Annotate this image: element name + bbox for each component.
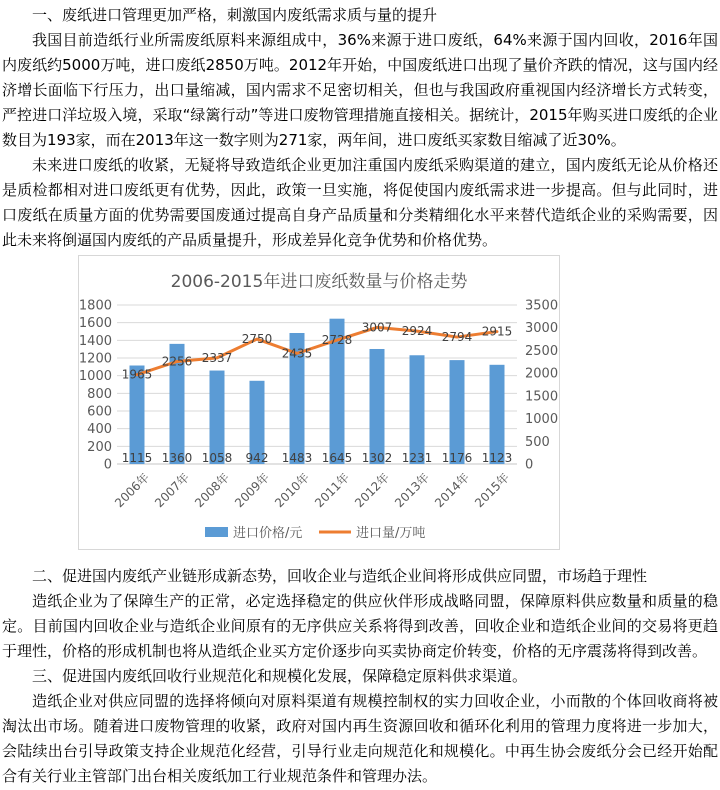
line-value-label: 2794 — [441, 330, 473, 345]
x-axis-category-label: 2009年 — [232, 470, 273, 511]
left-axis-tick-label: 1400 — [79, 333, 112, 349]
legend-line-label: 进口量/万吨 — [356, 526, 426, 541]
legend-bar-label: 进口价格/元 — [233, 526, 303, 541]
bar-value-label: 1058 — [201, 451, 233, 465]
line-value-label: 2728 — [321, 333, 353, 348]
section-heading-1: 一、废纸进口管理更加严格，刺激国内废纸需求质与量的提升 — [32, 6, 438, 24]
right-axis-tick-label: 1000 — [525, 412, 559, 428]
bar-import-price — [410, 355, 425, 464]
bar-value-label: 1302 — [361, 451, 393, 465]
left-axis-tick-label: 400 — [87, 422, 112, 438]
bar-import-price — [490, 365, 505, 464]
bar-import-price — [450, 360, 465, 464]
left-axis-tick-label: 1800 — [79, 298, 112, 314]
chart-canvas — [79, 256, 559, 549]
x-axis-category-label: 2006年 — [112, 470, 153, 511]
bar-value-label: 1115 — [121, 451, 153, 465]
line-value-label: 2337 — [201, 350, 233, 365]
right-axis-tick-label: 3500 — [525, 298, 559, 314]
line-value-label: 2750 — [241, 332, 273, 347]
paragraph-future-tightening: 未来进口废纸的收紧，无疑将导致造纸企业更加注重国内废纸采购渠道的建立，国内废纸无论从价格还是质检都相对进口废纸更有优势，因此，政策一旦实施，将促使国内废纸需求进一步提高。但与此同时，进口废纸在质量方面的优势需要国废通过提高自身产品质量和分类精细化水平来替代造纸企业的采购需要，因此未来将倒逼国内废纸的产品质量提升，形成差异化竞争优势和价格优势。 — [2, 156, 718, 249]
right-axis-tick-label: 3000 — [525, 321, 559, 337]
section-heading-2: 二、促进国内废纸产业链形成新态势，回收企业与造纸企业间将形成供应同盟，市场趋于理性 — [32, 567, 648, 585]
right-axis-tick-label: 2000 — [525, 366, 559, 382]
left-axis-tick-label: 1200 — [79, 351, 112, 367]
x-axis-category-label: 2014年 — [432, 470, 473, 511]
legend-bar-swatch — [205, 527, 228, 537]
bar-import-price — [370, 349, 385, 464]
bar-value-label: 942 — [245, 451, 269, 465]
line-value-label: 2915 — [481, 324, 513, 339]
line-value-label: 2924 — [401, 324, 433, 339]
x-axis-category-label: 2015年 — [472, 470, 513, 511]
bar-value-label: 1123 — [481, 451, 513, 465]
line-value-label: 3007 — [361, 320, 393, 335]
chart-title: 2006-2015年进口废纸数量与价格走势 — [170, 272, 468, 292]
left-axis-tick-label: 0 — [103, 457, 112, 473]
paragraph-recycling-regulation: 造纸企业对供应同盟的选择将倾向对原料渠道有规模控制权的实力回收企业，小而散的个体回收商将被淘汰出市场。随着进口废物管理的收紧，政府对国内再生资源回收和循环化利用的管理力度将进一步加大，会陆续出台引导政策支持企业规范化经营，引导行业走向规范化和规模化。中再生协会废纸分会已经开始配合有关行业主管部门出台相关废纸加工行业规范条件和管理办法。 — [2, 692, 718, 785]
line-value-label: 2435 — [281, 346, 313, 361]
bar-value-label: 1483 — [281, 451, 313, 465]
bar-value-label: 1645 — [321, 451, 353, 465]
line-value-label: 2256 — [161, 354, 193, 369]
x-axis-category-label: 2013年 — [392, 470, 433, 511]
bar-import-price — [210, 371, 225, 464]
left-axis-tick-label: 600 — [87, 404, 112, 420]
right-axis-tick-label: 0 — [525, 457, 534, 473]
left-axis-tick-label: 1600 — [79, 316, 112, 332]
x-axis-category-label: 2010年 — [272, 470, 313, 511]
right-axis-tick-label: 500 — [525, 434, 550, 450]
line-value-label: 1965 — [121, 367, 153, 382]
x-axis-category-label: 2012年 — [352, 470, 393, 511]
paragraph-supply-alliance: 造纸企业为了保障生产的正常，必定选择稳定的供应伙伴形成战略同盟，保障原料供应数量和质量的稳定。目前国内回收企业与造纸企业间原有的无序供应关系将得到改善，回收企业和造纸企业间的交易将更趋于理性，价格的形成机制也将从造纸企业买方定价逐步向买卖协商定价转变，价格的无序震荡将得到改善。 — [2, 592, 718, 660]
section-heading-3: 三、促进国内废纸回收行业规范化和规模化发展，保障稳定原料供求渠道。 — [32, 667, 528, 685]
left-axis-tick-label: 1000 — [79, 369, 112, 385]
bar-value-label: 1176 — [441, 451, 473, 465]
paragraph-import-policy: 我国目前造纸行业所需废纸原料来源组成中，36%来源于进口废纸，64%来源于国内回收，2016年国内废纸约5000万吨，进口废纸2850万吨。2012年开始，中国废纸进口出现了量价齐跌的情况，这与国内经济增长面临下行压力，出口量缩减，国内需求不足密切相关，但也与我国政府重视国内经济增长方式转变，严控进口洋垃圾入境，采取“绿篱行动”等进口废物管理措施直接相关。据统计，2015年购买进口废纸的企业数目为193家，而在2013年这一数字则为271家，两年间，进口废纸买家数目缩减了近30%。 — [2, 31, 718, 149]
bar-value-label: 1360 — [161, 451, 193, 465]
bar-value-label: 1231 — [401, 451, 433, 465]
x-axis-category-label: 2008年 — [192, 470, 233, 511]
left-axis-tick-label: 800 — [87, 386, 112, 402]
right-axis-tick-label: 1500 — [525, 389, 559, 405]
left-axis-tick-label: 200 — [87, 439, 112, 455]
x-axis-category-label: 2007年 — [152, 470, 193, 511]
x-axis-category-label: 2011年 — [312, 470, 353, 511]
right-axis-tick-label: 2500 — [525, 343, 559, 359]
waste-paper-combo-chart — [78, 255, 560, 550]
